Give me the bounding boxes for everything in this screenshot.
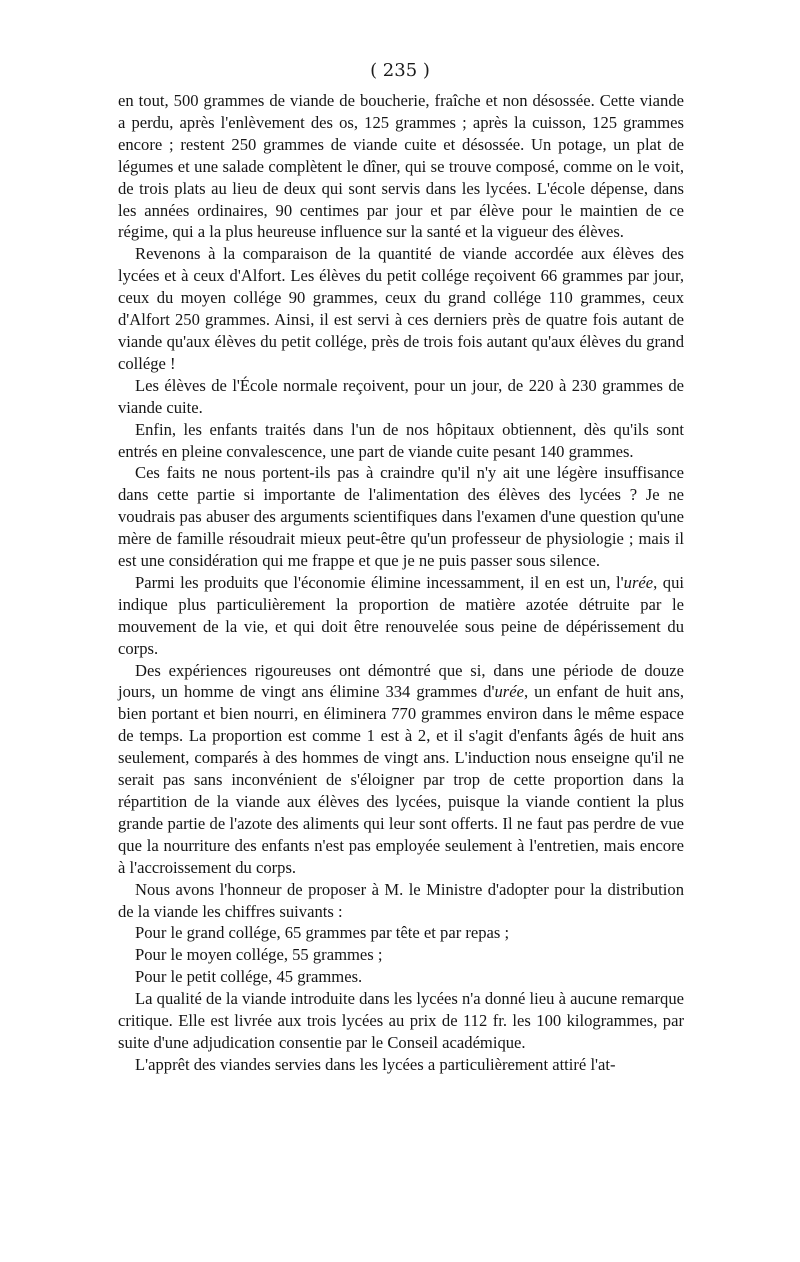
paragraph-text: Parmi les produits que l'économie élimine incessamment, il en est un, l' [135,572,624,592]
list-item-petit-college: Pour le petit collége, 45 grammes. [135,967,363,987]
paragraph-4 [118,419,684,463]
paragraph-text: Nous avons l'honneur de proposer à M. le Ministre d'adopter pour la distribution de la viande les chiffres suivants : [118,879,684,921]
paragraph-2 [118,243,684,374]
italic-term-uree: urée [494,682,524,702]
page-body [118,90,684,1076]
paragraph-10: L'apprêt des viandes servies dans les lycées a particulièrement attiré l'at- [135,1054,616,1074]
paragraph-1 [118,90,684,243]
paragraph-text: Des expériences rigoureuses ont démontré que si, dans une période de douze jours, un homme de vingt ans élimine 334 grammes d' [118,660,684,702]
paragraph-text: Enfin, les enfants traités dans l'un de nos hôpitaux obtiennent, dès qu'ils sont entrés en pleine convalescence, une part de viande cuite pesant 140 grammes. [118,419,684,461]
list-item-grand-college: Pour le grand collége, 65 grammes par tête et par repas ; [135,923,510,943]
paragraph-8 [118,879,684,923]
paragraph-6 [118,572,684,660]
paragraph-9: La qualité de la viande introduite dans les lycées n'a donné lieu à aucune remarque critique. Elle est livrée aux trois lycées au prix de 112 fr. les 100 kilogrammes, par suite d'une adjudication consentie par le Conseil académique. [118,989,684,1052]
paragraph-text: Revenons à la comparaison de la quantité de viande accordée aux élèves des lycées et à ceux d'Alfort. Les élèves du petit collége reçoivent 66 grammes par jour, ceux du moyen collége 90 grammes, ceux du grand collége 110 grammes, ceux d'Alfort 250 grammes. Ainsi, il est servi à ces derniers près de quatre fois autant de viande qu'aux élèves du petit collége, près de trois fois autant qu'aux élèves du grand collége ! [118,244,684,373]
italic-term-uree: urée [623,572,654,592]
paragraph-text: , qui indique plus particulièrement la proportion de matière azotée détruite par le mouvement de la vie, et qui doit être renouvelée sous peine de dépérissement du corps. [118,572,684,658]
paragraph-text: Les élèves de l'École normale reçoivent, pour un jour, de 220 à 230 grammes de viande cuite. [118,375,684,417]
page-number: ( 235 ) [370,60,430,81]
paragraph-7 [118,660,684,879]
paragraph-5 [118,462,684,572]
paragraph-3 [118,375,684,419]
paragraph-text: , un enfant de huit ans, bien portant et bien nourri, en éliminera 770 grammes environ dans le même espace de temps. La proportion est comme 1 est à 2, et il s'agit d'enfants âgés de huit ans seulement, comparés à des hommes de vingt ans. L'induction nous enseigne qu'il ne serait pas sans inconvénient de s'éloigner par trop de cette proportion dans la répartition de la viande aux élèves des lycées, puisque la viande contient la plus grande partie de l'azote des aliments qui leur sont offerts. Il ne faut pas perdre de vue que la nourriture des enfants n'est pas employée seulement à l'entretien, mais encore à l'accroissement du corps. [118,682,684,877]
list-item-moyen-college: Pour le moyen collége, 55 grammes ; [135,945,383,965]
paragraph-text: Ces faits ne nous portent-ils pas à craindre qu'il n'y ait une légère insuffisance dans cette partie si importante de l'alimentation des élèves des lycées ? Je ne voudrais pas abuser des arguments scientifiques dans l'examen d'une question qu'une mère de famille résoudrait mieux peut-être qu'un professeur de physiologie ; mais il est une considération qui me frappe et que je ne puis passer sous silence. [118,463,684,571]
paragraph-text: en tout, 500 grammes de viande de boucherie, fraîche et non désossée. Cette viande a perdu, après l'enlèvement des os, 125 grammes ; après la cuisson, 125 grammes encore ; restent 250 grammes de viande cuite et désossée. Un potage, un plat de légumes et une salade complètent le dîner, qui se trouve composé, comme on le voit, de trois plats au lieu de deux qui sont servis dans les lycées. L'école dépense, dans les années ordinaires, 90 centimes par jour et par élève pour le maintien de ce régime, qui a la plus heureuse influence sur la santé et la vigueur des élèves. [118,91,684,242]
